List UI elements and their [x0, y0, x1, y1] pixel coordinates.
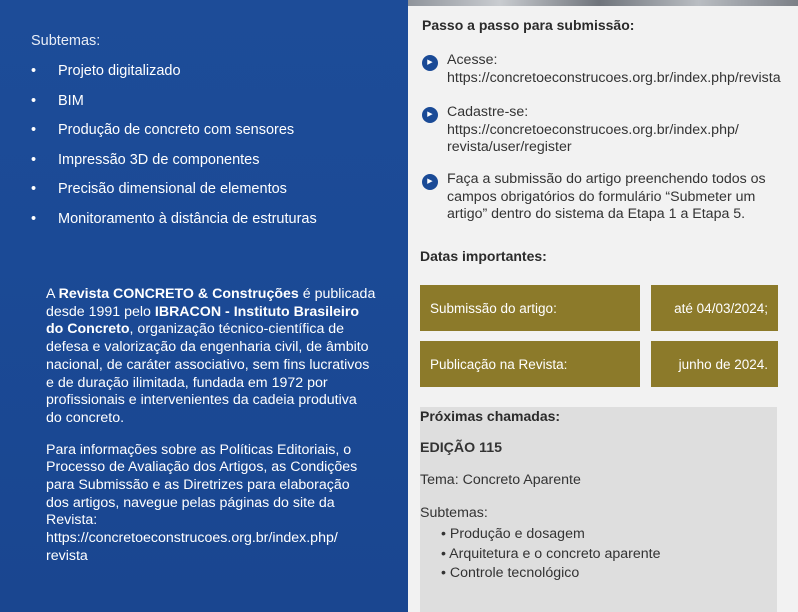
- list-item: • Projeto digitalizado: [31, 63, 181, 79]
- subtemas-heading: Subtemas:: [31, 33, 101, 49]
- acesse-link[interactable]: https://concretoeconstrucoes.org.br/index.php/revista: [447, 69, 781, 86]
- list-item: • Controle tecnológico: [441, 565, 580, 582]
- bullet-icon: •: [31, 151, 37, 168]
- edicao-label: EDIÇÃO 115: [420, 440, 503, 456]
- play-circle-icon: ▶: [422, 174, 438, 190]
- proximas-subtemas-list: [441, 525, 661, 584]
- proximas-heading: Próximas chamadas:: [420, 408, 561, 424]
- list-item: • Impressão 3D de componentes: [31, 151, 260, 168]
- step-3: ▶ Faça a submissão do artigo preenchendo todos os campos obrigatórios do formulário “Submeter um artigo” dentro do sistema da Etapa 1 a Etapa 5.: [422, 171, 792, 227]
- datas-heading: Datas importantes:: [420, 248, 547, 264]
- bullet-icon: •: [31, 181, 37, 198]
- about-paragraph: A Revista CONCRETO & Construções é publicada desde 1991 pelo IBRACON - Instituto Brasileiro do Concreto, organização técnico-científica de defesa e valorização da engenharia civil, de âmbito nacional, de caráter associativo, sem fins lucrativos e de duração ilimitada, fundada em 1972 por profissionais e intervenientes da cadeia produtiva do concreto.: [46, 286, 376, 426]
- proximas-subtemas-heading: Subtemas:: [420, 505, 488, 521]
- bullet-icon: •: [31, 63, 37, 79]
- list-item: • BIM: [31, 92, 84, 109]
- play-circle-icon: ▶: [422, 55, 438, 71]
- bullet-icon: •: [31, 122, 37, 139]
- submissao-label-box: Submissão do artigo:: [420, 285, 640, 331]
- revista-link-cont[interactable]: revista: [46, 547, 88, 564]
- subtemas-list: [31, 61, 317, 239]
- step-2: ▶ Cadastre-se: https://concretoeconstrucoes.org.br/index.php/ revista/user/register: [422, 104, 792, 160]
- publicacao-label-box: Publicação na Revista:: [420, 341, 640, 387]
- passo-heading: Passo a passo para submissão:: [422, 17, 635, 33]
- tema-label: Tema: Concreto Aparente: [420, 472, 581, 488]
- revista-link[interactable]: https://concretoeconstrucoes.org.br/index.php/: [46, 530, 338, 547]
- about-text: [46, 286, 376, 580]
- list-item: • Produção de concreto com sensores: [31, 122, 295, 139]
- submissao-date-box: até 04/03/2024;: [651, 285, 778, 331]
- bullet-icon: •: [31, 210, 37, 227]
- register-link-cont[interactable]: revista/user/register: [447, 139, 572, 155]
- play-circle-icon: ▶: [422, 107, 438, 123]
- step-1: ▶ Acesse: https://concretoeconstrucoes.org.br/index.php/revista: [422, 52, 792, 92]
- publicacao-date-box: junho de 2024.: [651, 341, 778, 387]
- list-item: • Precisão dimensional de elementos: [31, 181, 287, 198]
- list-item: • Produção e dosagem: [441, 526, 585, 542]
- info-paragraph: Para informações sobre as Políticas Editoriais, o Processo de Avaliação dos Artigos, as Condições para Submissão e as Diretrizes para elaboração dos artigos, navegue pelas páginas do site da Revista: https://concretoeconstrucoes.org.br/index.php/ revista: [46, 441, 358, 564]
- register-link[interactable]: https://concretoeconstrucoes.org.br/index.php/: [447, 121, 739, 138]
- list-item: • Arquitetura e o concreto aparente: [441, 545, 661, 562]
- list-item: • Monitoramento à distância de estruturas: [31, 210, 317, 227]
- bullet-icon: •: [31, 92, 37, 109]
